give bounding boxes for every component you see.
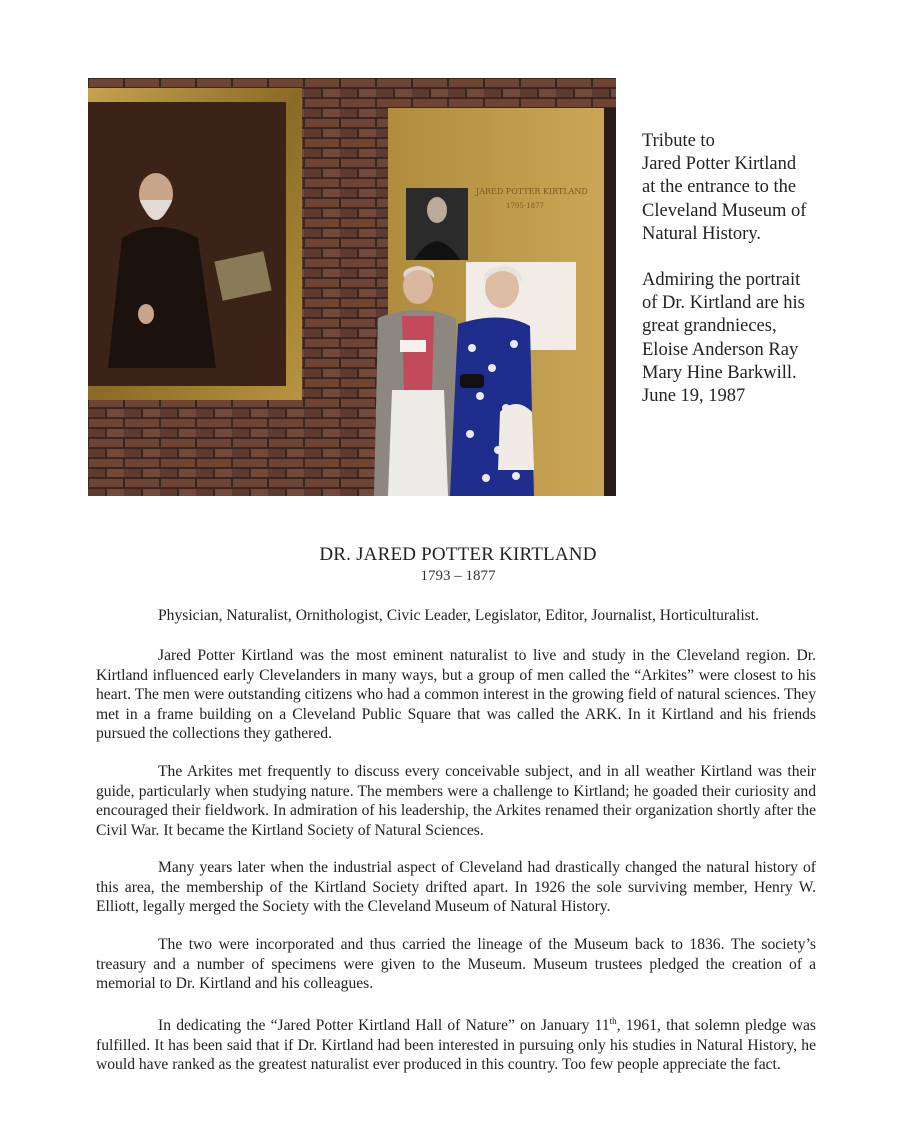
caption-line: Tribute to xyxy=(642,131,715,151)
tribute-photo xyxy=(88,78,616,496)
article-title: DR. JARED POTTER KIRTLAND xyxy=(319,544,597,565)
caption-line: June 19, 1987 xyxy=(642,386,746,407)
caption-line: Eloise Anderson Ray xyxy=(642,339,799,360)
article-paragraph xyxy=(96,1012,816,1075)
caption-line: Jared Potter Kirtland xyxy=(642,154,797,175)
paragraph-text: In dedicating the “Jared Potter Kirtland Hall of Nature” on January 11 xyxy=(158,1017,610,1035)
caption-line: of Dr. Kirtland are his xyxy=(642,293,805,314)
panel-title: JARED POTTER KIRTLAND xyxy=(476,187,588,196)
ordinal-suffix: th xyxy=(609,1016,617,1026)
caption-line: great grandnieces, xyxy=(642,316,777,337)
portrait-painting xyxy=(88,102,286,386)
caption-line: Natural History. xyxy=(642,223,762,244)
paragraph-text: , 1961, that solemn pledge was fulfilled. It has been said that if Dr. Kirtland had been interested in pursuing only his studies in Natural History, he would have ranked as the greatest naturalist ever produced in this country. Too few people appreciate the fact. xyxy=(96,1017,816,1074)
caption-line: Mary Hine Barkwill. xyxy=(642,362,797,383)
panel-years: 1795-1877 xyxy=(506,202,544,210)
article-years: 1793 – 1877 xyxy=(420,568,496,584)
article-paragraph: The two were incorporated and thus carried the lineage of the Museum back to 1836. The society’s treasury and a number of specimens were given to the Museum. Museum trustees pledged the creation of a memorial to Dr. Kirtland and his colleagues. xyxy=(96,936,816,993)
article-paragraph: Jared Potter Kirtland was the most eminent naturalist to live and study in the Cleveland region. Dr. Kirtland influenced early Clevelanders in many ways, but a group of men called the “Arkites” were closest to his heart. The men were outstanding citizens who had a common interest in the growing field of natural sciences. They met in a frame building on a Cleveland Public Square that was called the ARK. In it Kirtland and his friends pursued the collections they gathered. xyxy=(96,647,816,743)
caption-line: Admiring the portrait xyxy=(642,270,801,291)
article-paragraph: The Arkites met frequently to discuss every conceivable subject, and in all weather Kirtland was their guide, particularly when studying nature. The members were a challenge to Kirtland; he goaded their curiosity and encouraged their fieldwork. In admiration of his leadership, the Arkites renamed their organization shortly after the Civil War. It became the Kirtland Society of Natural Sciences. xyxy=(96,763,816,839)
caption-line: at the entrance to the xyxy=(642,177,797,198)
article-roles: Physician, Naturalist, Ornithologist, Civic Leader, Legislator, Editor, Journalist, Horticulturalist. xyxy=(158,607,759,624)
caption-line: Cleveland Museum of xyxy=(642,200,807,221)
article-paragraph: Many years later when the industrial aspect of Cleveland had drastically changed the natural history of this area, the membership of the Kirtland Society drifted apart. In 1926 the sole surviving member, Henry W. Elliott, legally merged the Society with the Cleveland Museum of Natural History. xyxy=(96,859,816,916)
photo-caption xyxy=(642,130,862,408)
